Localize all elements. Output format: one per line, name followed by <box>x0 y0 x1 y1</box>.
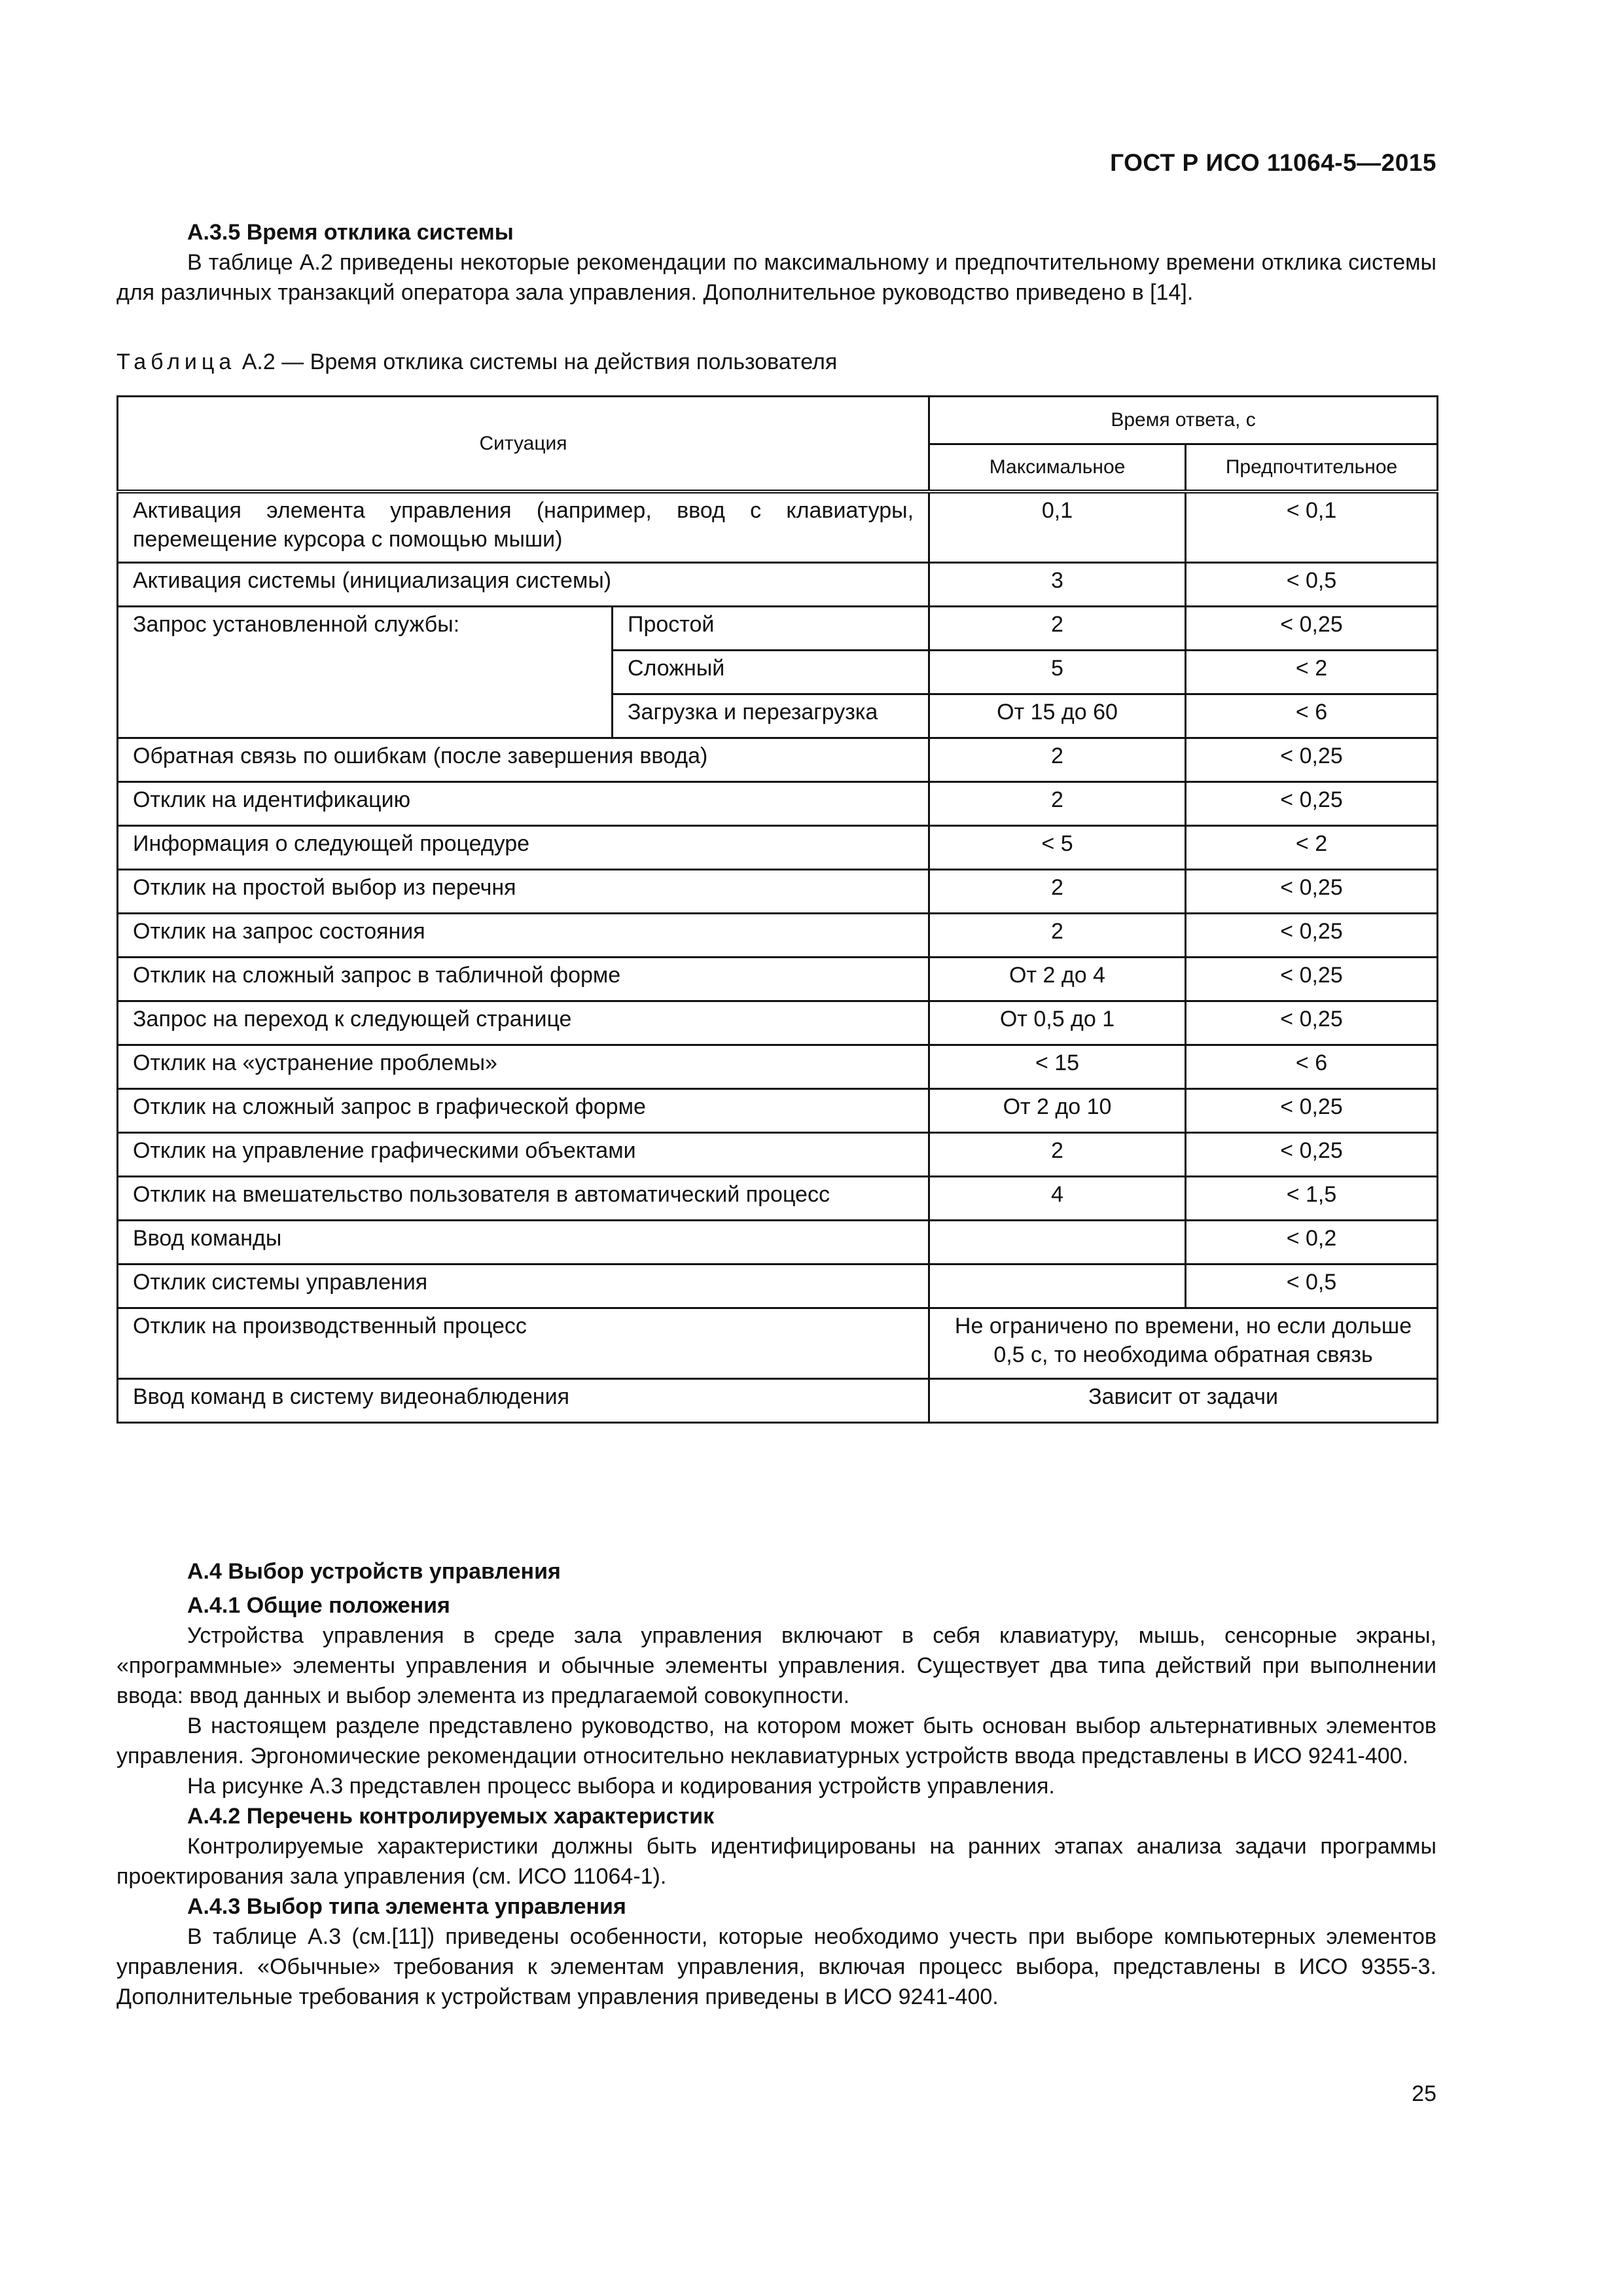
cell-situation: Активация элемента управления (например, ввод с клавиатуры, перемещение курсора с помощью мыши) <box>118 492 929 562</box>
cell-max <box>929 1264 1186 1308</box>
cell-service-label: Запрос установленной службы: <box>118 606 613 738</box>
table-row <box>118 1176 1438 1220</box>
section-a4-heading: А.4 Выбор устройств управления <box>187 1559 561 1584</box>
table-row <box>118 1308 1438 1378</box>
page-number: 25 <box>1412 2081 1436 2106</box>
section-a41-paragraph-1: Устройства управления в среде зала управления включают в себя клавиатуру, мышь, сенсорные экраны, «программные» элементы управления и обычные элементы управления. Существует два типа действий при выполнении ввода: ввод данных и выбор элемента из предлагаемой совокупности. <box>116 1623 1436 1708</box>
cell-preferred: < 0,25 <box>1186 1088 1438 1132</box>
cell-situation: Активация системы (инициализация системы) <box>118 562 929 606</box>
cell-max: 2 <box>929 913 1186 957</box>
cell-preferred: < 0,5 <box>1186 562 1438 606</box>
cell-situation: Отклик на запрос состояния <box>118 913 929 957</box>
header-max: Максимальное <box>929 444 1186 492</box>
table-row <box>118 1001 1438 1045</box>
table-row <box>118 1378 1438 1422</box>
cell-preferred: < 0,2 <box>1186 1220 1438 1264</box>
table-row <box>118 738 1438 781</box>
cell-max: От 2 до 10 <box>929 1088 1186 1132</box>
table-caption-prefix: Таблица <box>116 350 236 374</box>
header-situation: Ситуация <box>118 397 929 492</box>
cell-service-sub: Сложный <box>613 650 929 694</box>
cell-situation: Отклик на управление графическими объектами <box>118 1132 929 1176</box>
cell-max <box>929 1220 1186 1264</box>
cell-max: 3 <box>929 562 1186 606</box>
cell-situation: Отклик на вмешательство пользователя в автоматический процесс <box>118 1176 929 1220</box>
document-id-header: ГОСТ Р ИСО 11064-5—2015 <box>1110 149 1436 176</box>
response-time-table <box>116 395 1438 1424</box>
cell-preferred: < 2 <box>1186 650 1438 694</box>
cell-preferred: < 0,25 <box>1186 738 1438 781</box>
cell-max: 4 <box>929 1176 1186 1220</box>
cell-merged-value: Зависит от задачи <box>929 1378 1438 1422</box>
header-preferred: Предпочтительное <box>1186 444 1438 492</box>
cell-preferred: < 0,25 <box>1186 1132 1438 1176</box>
cell-preferred: < 6 <box>1186 1045 1438 1088</box>
table-row <box>118 492 1438 562</box>
cell-preferred: < 0,25 <box>1186 869 1438 913</box>
section-a42-heading: А.4.2 Перечень контролируемых характеристик <box>187 1804 715 1829</box>
cell-situation: Ввод команд в систему видеонаблюдения <box>118 1378 929 1422</box>
section-a35-paragraph: В таблице А.2 приведены некоторые рекомендации по максимальному и предпочтительному времени отклика системы для различных транзакций оператора зала управления. Дополнительное руководство приведено в [14]. <box>116 250 1436 305</box>
section-a43-heading: А.4.3 Выбор типа элемента управления <box>187 1894 626 1919</box>
table-caption-text: А.2 — Время отклика системы на действия пользователя <box>236 350 838 374</box>
cell-preferred: < 6 <box>1186 694 1438 738</box>
cell-max: От 15 до 60 <box>929 694 1186 738</box>
cell-preferred: < 0,5 <box>1186 1264 1438 1308</box>
cell-max: 0,1 <box>929 492 1186 562</box>
cell-max: < 5 <box>929 825 1186 869</box>
cell-max: 5 <box>929 650 1186 694</box>
table-caption <box>116 347 837 377</box>
table-row <box>118 1132 1438 1176</box>
section-a41-heading: А.4.1 Общие положения <box>187 1593 450 1618</box>
table-row <box>118 1264 1438 1308</box>
cell-situation: Отклик на идентификацию <box>118 781 929 825</box>
cell-preferred: < 1,5 <box>1186 1176 1438 1220</box>
table-row <box>118 606 1438 650</box>
table-row <box>118 825 1438 869</box>
section-a41-paragraph-2: В настоящем разделе представлено руководство, на котором может быть основан выбор альтернативных элементов управления. Эргономические рекомендации относительно неклавиатурных устройств ввода представлены в ИСО 9241-400. <box>116 1713 1436 1768</box>
cell-max: 2 <box>929 1132 1186 1176</box>
cell-preferred: < 0,25 <box>1186 606 1438 650</box>
cell-max: 2 <box>929 738 1186 781</box>
cell-situation: Запрос на переход к следующей странице <box>118 1001 929 1045</box>
cell-situation: Ввод команды <box>118 1220 929 1264</box>
cell-situation: Отклик системы управления <box>118 1264 929 1308</box>
cell-service-sub: Простой <box>613 606 929 650</box>
table-row <box>118 1045 1438 1088</box>
cell-service-sub: Загрузка и перезагрузка <box>613 694 929 738</box>
section-a35 <box>116 217 1436 308</box>
section-a41-paragraph-3: На рисунке А.3 представлен процесс выбора и кодирования устройств управления. <box>187 1774 1055 1799</box>
section-a43-paragraph: В таблице А.3 (см.[11]) приведены особенности, которые необходимо учесть при выборе компьютерных элементов управления. «Обычные» требования к элементам управления, включая процесс выбора, представлены в ИСО 9355-3. Дополнительные требования к устройствам управления приведены в ИСО 9241-400. <box>116 1924 1436 2009</box>
cell-preferred: < 0,25 <box>1186 781 1438 825</box>
cell-preferred: < 0,25 <box>1186 957 1438 1001</box>
cell-max: От 0,5 до 1 <box>929 1001 1186 1045</box>
cell-situation: Отклик на «устранение проблемы» <box>118 1045 929 1088</box>
table-row <box>118 1220 1438 1264</box>
section-a4 <box>116 1556 1436 2012</box>
table-row <box>118 1088 1438 1132</box>
cell-preferred: < 0,25 <box>1186 913 1438 957</box>
cell-situation: Информация о следующей процедуре <box>118 825 929 869</box>
cell-situation: Отклик на простой выбор из перечня <box>118 869 929 913</box>
cell-situation: Отклик на сложный запрос в табличной форме <box>118 957 929 1001</box>
header-response-time: Время ответа, с <box>929 397 1438 444</box>
section-a35-heading: А.3.5 Время отклика системы <box>187 220 514 245</box>
cell-max: 2 <box>929 606 1186 650</box>
cell-situation: Обратная связь по ошибкам (после завершения ввода) <box>118 738 929 781</box>
table-row <box>118 562 1438 606</box>
cell-preferred: < 0,25 <box>1186 1001 1438 1045</box>
cell-situation: Отклик на производственный процесс <box>118 1308 929 1378</box>
cell-max: 2 <box>929 781 1186 825</box>
table-row <box>118 781 1438 825</box>
cell-situation: Отклик на сложный запрос в графической форме <box>118 1088 929 1132</box>
table-header <box>118 397 1438 492</box>
cell-max: 2 <box>929 869 1186 913</box>
table-row <box>118 957 1438 1001</box>
cell-merged-value: Не ограничено по времени, но если дольше 0,5 с, то необходима обратная связь <box>929 1308 1438 1378</box>
table-row <box>118 913 1438 957</box>
cell-max: < 15 <box>929 1045 1186 1088</box>
table-body <box>118 492 1438 1422</box>
table-row <box>118 869 1438 913</box>
cell-preferred: < 2 <box>1186 825 1438 869</box>
cell-preferred: < 0,1 <box>1186 492 1438 562</box>
section-a42-paragraph: Контролируемые характеристики должны быть идентифицированы на ранних этапах анализа задачи программы проектирования зала управления (см. ИСО 11064-1). <box>116 1834 1436 1889</box>
cell-max: От 2 до 4 <box>929 957 1186 1001</box>
